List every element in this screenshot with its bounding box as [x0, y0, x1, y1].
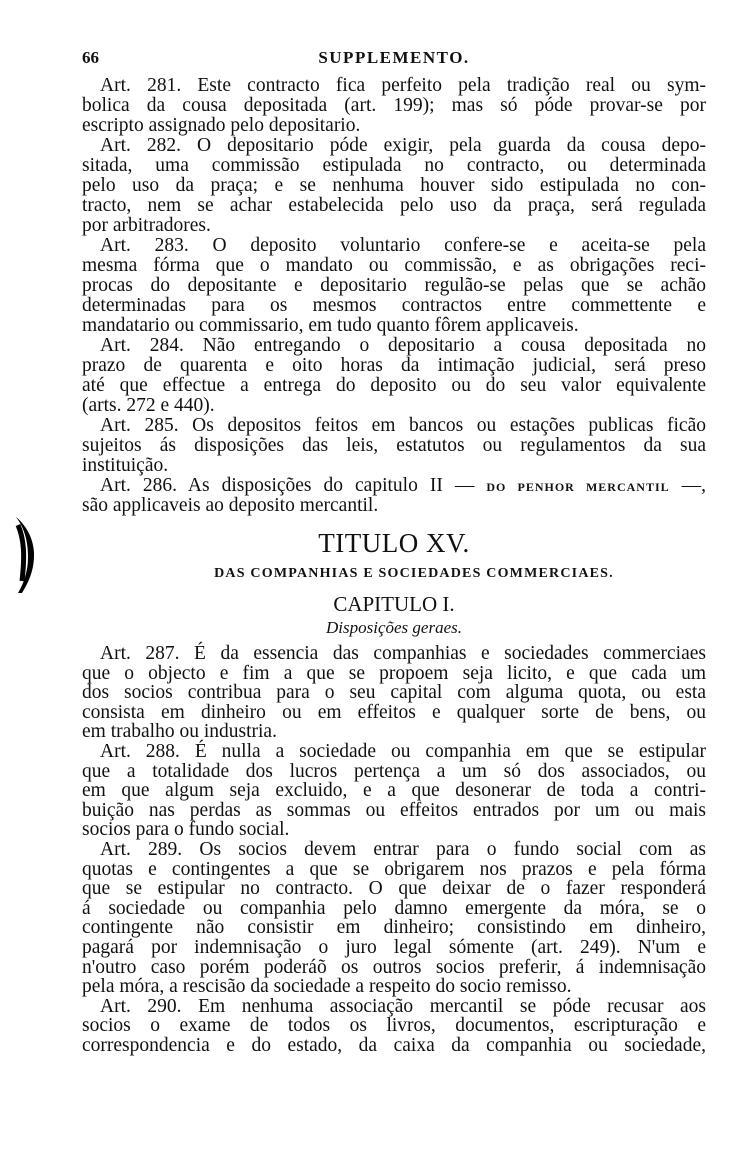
- page-header: [82, 48, 706, 70]
- line-text: n'outro caso porém poderáõ os outros socios preferir, á indemnisação: [82, 956, 706, 978]
- line-text: que se estipular no contracto. O que deixar de o fazer responderá: [82, 878, 706, 900]
- text-line: [82, 742, 706, 762]
- section-heading: Disposições geraes.: [326, 618, 462, 637]
- small-caps-reference: DO PENHOR MERCANTIL: [486, 480, 670, 494]
- line-text: que a totalidade dos lucros pertença a um só dos associados, ou: [82, 760, 706, 782]
- text-line: [82, 762, 706, 782]
- text-line: [82, 236, 706, 256]
- text-line: [82, 316, 706, 336]
- text-line: [82, 977, 706, 997]
- line-text: prazo de quarenta e oito horas da intimação judicial, será preso: [82, 355, 706, 376]
- line-text: são applicaveis ao deposito mercantil.: [82, 495, 379, 516]
- text-line: [82, 801, 706, 821]
- line-text: socios o exame de todos os livros, documentos, escripturação e: [82, 1015, 706, 1037]
- text-line: [82, 722, 706, 742]
- line-text: sitada, uma commissão estipulada no contracto, ou determinada: [82, 155, 706, 176]
- line-text: até que effectue a entrega do deposito ou do seu valor equivalente: [82, 375, 706, 396]
- line-text: instituição.: [82, 455, 169, 476]
- text-line: [82, 396, 706, 416]
- line-text: Art. 288. É nulla a sociedade ou companhia em que se estipular: [100, 740, 706, 762]
- text-line: [82, 496, 706, 516]
- text-line: [82, 436, 706, 456]
- line-text: Art. 289. Os socios devem entrar para o fundo social com as: [100, 838, 706, 860]
- line-text: Art. 290. Em nenhuma associação mercantil se póde recusar aos: [100, 995, 706, 1017]
- text-line: [82, 476, 706, 496]
- title-heading: TITULO XV.: [318, 528, 470, 558]
- running-head: SUPPLEMENTO.: [318, 48, 470, 67]
- text-line: [82, 938, 706, 958]
- text-line: [82, 879, 706, 899]
- text-line: [82, 918, 706, 938]
- text-line: [82, 156, 706, 176]
- line-text: dos socios contribua para o seu capital com alguma quota, ou esta: [82, 682, 706, 704]
- line-text: Art. 286. As disposições do capitulo II —: [100, 475, 475, 496]
- text-line: [82, 296, 706, 316]
- page-edge-shadow: [12, 515, 34, 595]
- line-text: pagará por indemnisação o juro legal sómente (art. 249). N'um e: [82, 936, 706, 958]
- line-text: buição nas perdas as sommas ou effeitos entrados por um ou mais: [82, 799, 706, 821]
- text-line: [82, 96, 706, 116]
- articles-287-290: [82, 644, 706, 1055]
- line-text: Art. 281. Este contracto fica perfeito pela tradição real ou sym-: [100, 75, 706, 96]
- line-text: Art. 282. O depositario póde exigir, pela guarda da cousa depo-: [100, 135, 706, 156]
- line-text: Art. 285. Os depositos feitos em bancos ou estações publicas ficão: [100, 415, 706, 436]
- text-line: [82, 416, 706, 436]
- line-text: Art. 284. Não entregando o depositario a cousa depositada no: [100, 335, 706, 356]
- text-line: [82, 136, 706, 156]
- line-tail: —,: [681, 475, 707, 496]
- line-text: contingente não consistir em dinheiro; consistindo em dinheiro,: [82, 917, 706, 939]
- line-text: consista em dinheiro ou em effeitos e qualquer sorte de bens, ou: [82, 701, 706, 723]
- text-line: [82, 356, 706, 376]
- line-text: (arts. 272 e 440).: [82, 395, 215, 416]
- text-line: [82, 958, 706, 978]
- line-text: em que algum seja excluido, e a que desonerar de toda a contri-: [82, 780, 706, 802]
- text-line: [82, 1036, 706, 1056]
- text-line: [82, 860, 706, 880]
- text-line: [82, 781, 706, 801]
- text-line: [82, 196, 706, 216]
- chapter-heading: CAPITULO I.: [333, 592, 455, 616]
- line-text: Art. 283. O deposito voluntario confere-se e aceita-se pela: [100, 235, 706, 256]
- text-line: [82, 703, 706, 723]
- line-text: em trabalho ou industria.: [82, 721, 277, 743]
- line-text: escripto assignado pelo depositario.: [82, 115, 361, 136]
- line-text: por arbitradores.: [82, 215, 211, 236]
- text-line: [82, 456, 706, 476]
- page-number: 66: [82, 48, 99, 67]
- line-text: socios para o fundo social.: [82, 819, 290, 841]
- line-text: procas do depositante e depositario regulão-se pelas que se achão: [82, 275, 706, 296]
- line-text: mandatario ou commissario, em tudo quanto fôrem applicaveis.: [82, 315, 579, 336]
- line-text: pelo uso da praça; e se nenhuma houver sido estipulada no con-: [82, 175, 706, 196]
- line-text: mesma fórma que o mandato ou commissão, e as obrigações reci-: [82, 255, 706, 276]
- text-line: [82, 820, 706, 840]
- text-line: [82, 683, 706, 703]
- line-text: tracto, nem se achar estabelecida pelo uso da praça, será regulada: [82, 195, 706, 216]
- articles-281-286: [82, 76, 706, 516]
- line-text: bolica da cousa depositada (art. 199); mas só póde provar-se por: [82, 95, 706, 116]
- text-line: [82, 376, 706, 396]
- text-line: [82, 899, 706, 919]
- line-text: correspondencia e do estado, da caixa da companhia ou sociedade,: [82, 1034, 706, 1056]
- text-line: [82, 840, 706, 860]
- title-subheading: DAS COMPANHIAS E SOCIEDADES COMMERCIAES.: [214, 566, 614, 581]
- text-line: [82, 76, 706, 96]
- line-text: que o objecto e fim a que se propoem seja licito, e que cada um: [82, 662, 706, 684]
- text-line: [82, 176, 706, 196]
- line-text: pela móra, a rescisão da sociedade a respeito do socio remisso.: [82, 976, 572, 998]
- text-line: [82, 216, 706, 236]
- line-text: á sociedade ou companhia pelo damno emergente da móra, se o: [82, 897, 706, 919]
- text-line: [82, 664, 706, 684]
- text-line: [82, 1016, 706, 1036]
- line-text: sujeitos ás disposições das leis, estatutos ou regulamentos da sua: [82, 435, 706, 456]
- text-line: [82, 336, 706, 356]
- text-line: [82, 256, 706, 276]
- line-text: Art. 287. É da essencia das companhias e sociedades commerciaes: [100, 643, 706, 664]
- text-line: [82, 644, 706, 664]
- text-line: [82, 276, 706, 296]
- text-line: [82, 997, 706, 1017]
- line-text: determinadas para os mesmos contractos entre commettente e: [82, 295, 706, 316]
- line-text: quotas e contingentes a que se obrigarem nos prazos e pela fórma: [82, 858, 706, 880]
- text-line: [82, 116, 706, 136]
